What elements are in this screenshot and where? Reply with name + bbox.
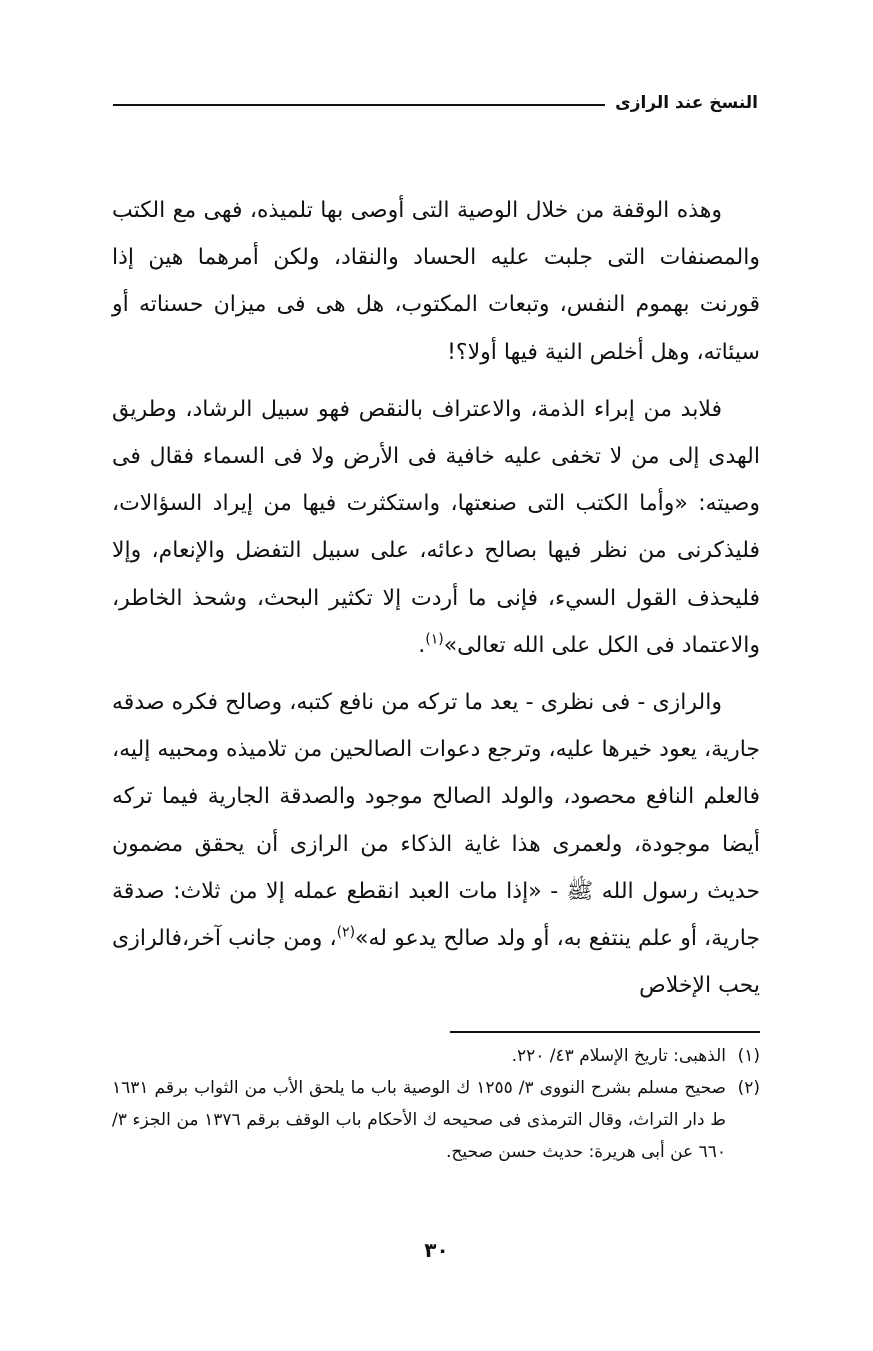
- footnote-ref-2: (٢): [336, 924, 356, 941]
- paragraph-3-text: والرازى - فى نظرى - يعد ما تركه من نافع كتبه، وصالح فكره صدقه جارية، يعود خيرها عليه، وترجع دعوات الصالحين من تلاميذه ومحبيه إليه، فالعلم النافع محصود، والولد الصالح موجود والصدقة الجارية فيما تركه أيضا موجودة، ولعمرى هذا غاية الذكاء من الرازى أن يحقق مضمون حديث رسول الله ﷺ - «إذا مات العبد انقطع عمله إلا من ثلاث: صدقة جارية، أو علم ينتفع به، أو ولد صالح يدعو له»: [112, 690, 761, 952]
- footnote-separator: [450, 1031, 760, 1033]
- running-title: النسخ عند الرازى: [615, 93, 758, 113]
- page-number: ٣٠: [424, 1238, 449, 1262]
- footnote-2-number: (٢): [737, 1078, 760, 1098]
- footnote-1: [112, 1040, 760, 1072]
- footnote-2: [112, 1072, 760, 1168]
- paragraph-2-after: .: [418, 632, 426, 658]
- main-text: [112, 187, 760, 1009]
- paragraph-2: [112, 386, 760, 669]
- footnote-ref-1: (١): [425, 631, 444, 648]
- paragraph-1: [112, 187, 760, 376]
- paragraph-2-text: فلابد من إبراء الذمة، والاعتراف بالنقص فهو سبيل الرشاد، وطريق الهدى إلى من لا تخفى عليه خافية فى الأرض ولا فى السماء فقال فى وصيته: «وأما الكتب التى صنعتها، واستكثرت فيها من إيراد السؤالات، فليذكرنى من نظر فيها بصالح دعائه، على سبيل التفضل والإنعام، وإلا فليحذف القول السيء، فإنى ما أردت إلا تكثير البحث، وشحذ الخاطر، والاعتماد فى الكل على الله تعالى»: [112, 396, 760, 658]
- paragraph-3: [112, 679, 760, 1009]
- footnote-1-text: الذهبى: تاريخ الإسلام ٤٣/ ٢٢٠.: [511, 1046, 726, 1066]
- paragraph-1-text: وهذه الوقفة من خلال الوصية التى أوصى بها تلميذه، فهى مع الكتب والمصنفات التى جلبت عليه الحساد والنقاد، ولكن أمرهما هين إذا قورنت بهموم النفس، وتبعات المكتوب، هل هى فى ميزان حسناته أو سيئاته، وهل أخلص النية فيها أولا؟!: [112, 198, 760, 365]
- paragraph-3-after: ، ومن جانب آخر،فالرازى يحب الإخلاص: [112, 926, 760, 999]
- running-header: [113, 88, 758, 118]
- footnote-1-number: (١): [737, 1046, 760, 1066]
- footnote-2-text: صحيح مسلم بشرح النووى ٣/ ١٢٥٥ ك الوصية باب ما يلحق الأب من الثواب برقم ١٦٣١ ط دار التراث، وقال الترمذى فى صحيحه ك الأحكام باب الوقف برقم ١٣٧٦ من الجزء ٣/ ٦٦٠ عن أبى هريرة: حديث حسن صحيح.: [112, 1078, 726, 1162]
- footnotes: [112, 1040, 760, 1168]
- header-rule: [113, 104, 605, 106]
